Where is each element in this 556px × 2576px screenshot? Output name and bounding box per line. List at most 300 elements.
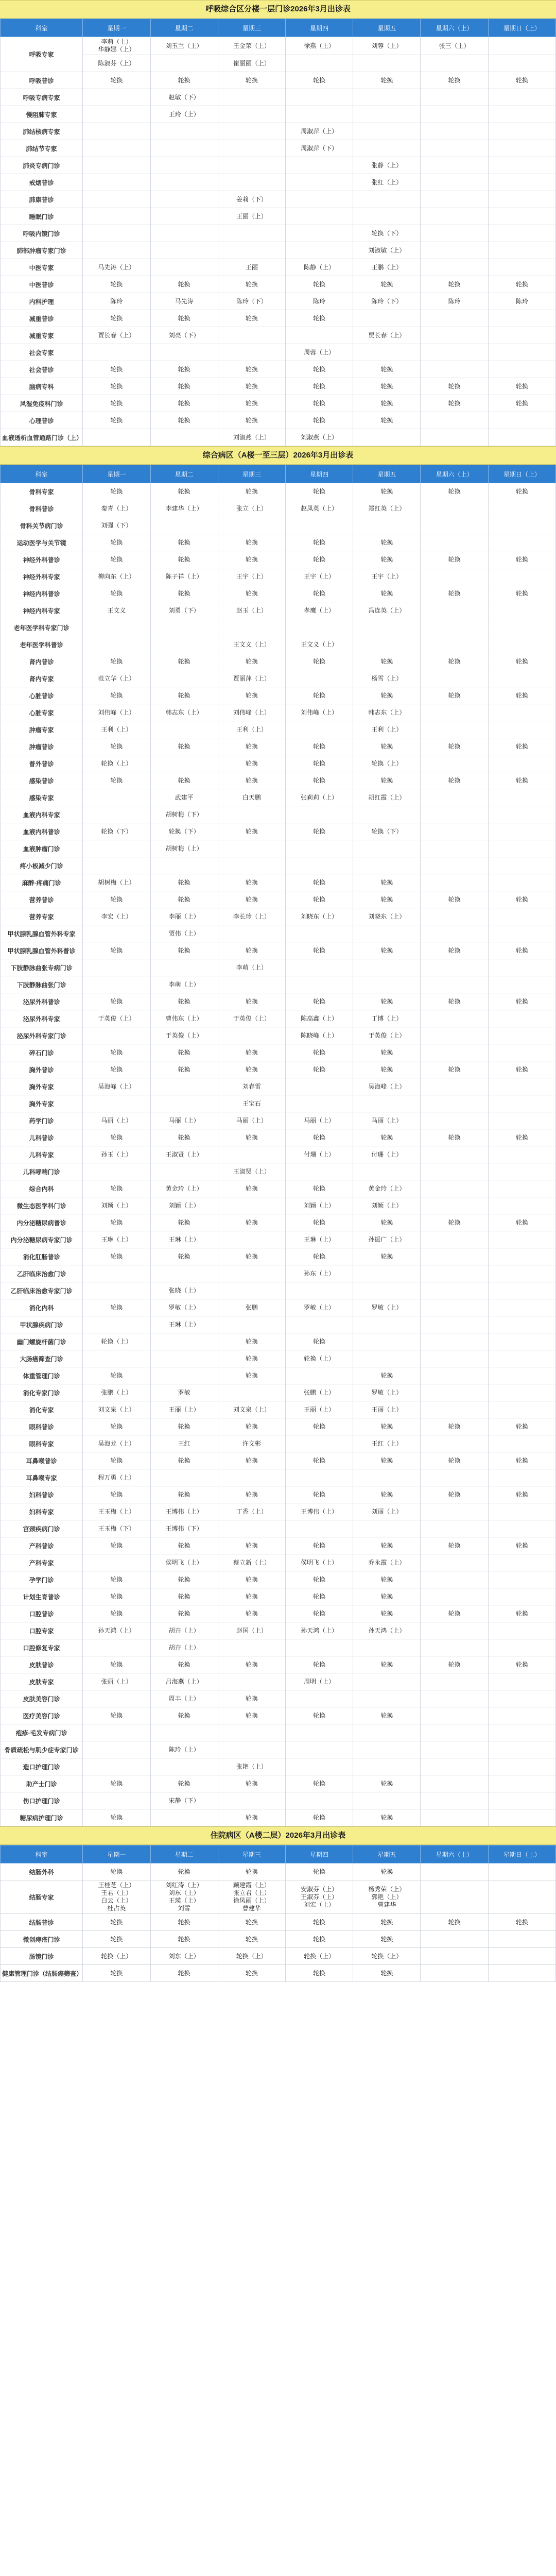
doctor-name: 轮换	[245, 1371, 258, 1379]
doctor-name: 赵凤英（上）	[301, 504, 338, 512]
schedule-cell	[488, 1503, 555, 1520]
schedule-cell	[286, 1333, 353, 1350]
doctor-name: 王瑛（上）	[168, 1897, 200, 1904]
schedule-cell	[83, 1078, 150, 1095]
doctor-name: 轮换	[110, 1456, 123, 1464]
column-header: 星期四	[286, 19, 353, 37]
schedule-cell	[218, 942, 285, 959]
doctor-name: 轮换	[380, 1711, 393, 1719]
table-row	[1, 1146, 556, 1163]
schedule-cell	[150, 1248, 218, 1265]
doctor-name: 王宇（上）	[304, 572, 335, 580]
doctor-name: 轮换	[448, 1660, 461, 1668]
schedule-cell	[83, 1214, 150, 1231]
schedule-cell	[353, 378, 421, 395]
schedule-cell	[286, 1095, 353, 1112]
doctor-name: 宋静（下）	[168, 1797, 200, 1804]
schedule-cell	[286, 1503, 353, 1520]
schedule-cell	[421, 208, 488, 225]
doctor-name: 陈玲	[110, 297, 123, 305]
schedule-cell	[488, 721, 555, 738]
table-row	[1, 1078, 556, 1095]
schedule-cell	[353, 123, 421, 140]
doctor-name: 陈玲（下）	[236, 297, 267, 305]
doctor-name: 轮换	[178, 1456, 190, 1464]
department-cell: 综合内科	[1, 1180, 83, 1197]
schedule-cell	[218, 1333, 285, 1350]
schedule-cell	[421, 1299, 488, 1316]
department-cell: 孕学门诊	[1, 1571, 83, 1588]
schedule-cell	[218, 140, 285, 157]
schedule-cell	[150, 585, 218, 602]
schedule-cell	[488, 687, 555, 704]
schedule-cell	[421, 687, 488, 704]
doctor-name: 轮换	[313, 1337, 326, 1345]
schedule-cell	[83, 395, 150, 412]
schedule-cell	[83, 857, 150, 874]
schedule-cell	[488, 1180, 555, 1197]
schedule-cell	[150, 1741, 218, 1758]
schedule-cell	[286, 1724, 353, 1741]
schedule-cell	[218, 857, 285, 874]
department-cell: 儿科普诊	[1, 1129, 83, 1146]
schedule-cell	[150, 1282, 218, 1299]
schedule-cell	[353, 344, 421, 361]
schedule-cell	[488, 1690, 555, 1707]
doctor-name: 张丽（上）	[101, 1677, 132, 1685]
schedule-cell	[286, 1588, 353, 1605]
schedule-cell	[488, 242, 555, 259]
doctor-name: 轮换	[448, 399, 461, 407]
department-cell: 疱疹·毛发专病门诊	[1, 1724, 83, 1741]
schedule-cell	[83, 72, 150, 89]
schedule-cell	[421, 1503, 488, 1520]
table-row	[1, 721, 556, 738]
schedule-cell	[488, 1129, 555, 1146]
table-row	[1, 925, 556, 942]
table-row	[1, 1965, 556, 1982]
doctor-name: 轮换	[515, 382, 528, 390]
schedule-cell	[353, 1163, 421, 1180]
schedule-cell	[218, 327, 285, 344]
table-row	[1, 993, 556, 1010]
doctor-name: 轮换	[245, 76, 258, 84]
department-cell: 产科普诊	[1, 1537, 83, 1554]
schedule-cell	[218, 1571, 285, 1588]
doctor-name: 轮换	[380, 1969, 393, 1977]
table-row	[1, 72, 556, 89]
department-cell: 糖尿病护理门诊	[1, 1809, 83, 1826]
department-cell: 神经外科专家	[1, 568, 83, 585]
table-row	[1, 1724, 556, 1741]
schedule-cell	[488, 1605, 555, 1622]
schedule-cell	[83, 123, 150, 140]
doctor-name: 刘淑燕（上）	[301, 433, 338, 441]
schedule-cell	[83, 276, 150, 293]
schedule-cell	[488, 1112, 555, 1129]
doctor-name: 王琳（上）	[101, 1235, 132, 1243]
department-cell: 微生态医学科门诊	[1, 1197, 83, 1214]
doctor-name: 王利（上）	[236, 725, 267, 733]
table-row	[1, 1741, 556, 1758]
doctor-name: 吴海峰（上）	[98, 1082, 135, 1090]
doctor-name: 轮换	[313, 1918, 326, 1926]
schedule-cell	[421, 1010, 488, 1027]
table-row	[1, 1282, 556, 1299]
doctor-name: 轮换	[380, 1575, 393, 1583]
schedule-cell	[421, 670, 488, 687]
schedule-cell	[421, 1775, 488, 1792]
doctor-name: 轮换	[245, 487, 258, 495]
schedule-section	[0, 0, 556, 446]
schedule-cell	[286, 174, 353, 191]
table-row	[1, 1537, 556, 1554]
schedule-cell	[353, 1486, 421, 1503]
schedule-cell	[218, 1707, 285, 1724]
schedule-cell	[218, 1010, 285, 1027]
doctor-name: 胡红霞（上）	[368, 793, 406, 801]
schedule-cell	[150, 1673, 218, 1690]
doctor-name: 孝鹰（上）	[304, 606, 335, 614]
doctor-name: 柳向东（上）	[98, 572, 135, 580]
doctor-name: 轮换	[245, 691, 258, 699]
doctor-name: 轮换	[313, 759, 326, 767]
schedule-cell	[488, 568, 555, 585]
doctor-name: 郭艳（上）	[371, 1893, 403, 1901]
schedule-cell	[353, 1965, 421, 1982]
doctor-name: 轮换	[110, 76, 123, 84]
table-row	[1, 908, 556, 925]
table-row	[1, 483, 556, 500]
department-cell: 呼吸普诊	[1, 72, 83, 89]
doctor-name: 轮换	[110, 538, 123, 546]
schedule-cell	[488, 37, 555, 55]
schedule-cell	[218, 687, 285, 704]
schedule-cell	[218, 1129, 285, 1146]
doctor-name: 轮换	[245, 759, 258, 767]
schedule-cell	[421, 361, 488, 378]
doctor-name: 周蓉（上）	[304, 348, 335, 356]
section-title: 呼吸综合区分楼一层门诊2026年3月出诊表	[0, 0, 556, 19]
department-cell: 胸外专家	[1, 1078, 83, 1095]
schedule-cell	[218, 106, 285, 123]
table-row	[1, 1316, 556, 1333]
schedule-cell	[150, 327, 218, 344]
doctor-name: 刘颖（上）	[304, 1201, 335, 1209]
doctor-name: 于英俊（上）	[233, 1014, 270, 1022]
schedule-cell	[286, 1622, 353, 1639]
schedule-cell	[150, 1690, 218, 1707]
schedule-cell	[218, 670, 285, 687]
department-cell: 体重管理门诊	[1, 1367, 83, 1384]
doctor-name: 罗敏（上）	[304, 1303, 335, 1311]
schedule-cell	[218, 823, 285, 840]
doctor-name: 轮换	[515, 589, 528, 597]
doctor-name: 轮换	[110, 946, 123, 954]
schedule-cell	[421, 1112, 488, 1129]
schedule-cell	[353, 1180, 421, 1197]
schedule-cell	[83, 840, 150, 857]
doctor-name: 顾建霞（上）	[233, 1882, 270, 1889]
schedule-cell	[286, 276, 353, 293]
doctor-name: 轮换	[515, 399, 528, 407]
doctor-name: 轮换	[380, 1780, 393, 1787]
doctor-name: 轮换（下）	[371, 827, 403, 835]
schedule-cell	[286, 1350, 353, 1367]
doctor-name: 李萌（上）	[236, 963, 267, 971]
schedule-cell	[353, 993, 421, 1010]
schedule-cell	[83, 293, 150, 310]
schedule-cell	[83, 1095, 150, 1112]
schedule-cell	[488, 1248, 555, 1265]
schedule-cell	[286, 636, 353, 653]
table-row	[1, 517, 556, 534]
doctor-name: 韩志东（上）	[165, 708, 203, 716]
schedule-cell	[83, 1282, 150, 1299]
schedule-cell	[488, 806, 555, 823]
schedule-cell	[83, 1931, 150, 1948]
department-cell: 慢阻肺专家	[1, 106, 83, 123]
schedule-cell	[421, 534, 488, 551]
doctor-name: 王金荣（上）	[233, 42, 270, 49]
schedule-cell	[150, 789, 218, 806]
doctor-name: 轮换	[245, 1065, 258, 1073]
schedule-cell	[421, 1673, 488, 1690]
schedule-cell	[150, 361, 218, 378]
schedule-cell	[286, 1044, 353, 1061]
schedule-cell	[150, 500, 218, 517]
doctor-name: 张立君（上）	[233, 1889, 270, 1896]
schedule-cell	[218, 242, 285, 259]
schedule-cell	[488, 1163, 555, 1180]
doctor-name: 轮换	[178, 1592, 190, 1600]
doctor-name: 轮换	[448, 1456, 461, 1464]
schedule-cell	[83, 1639, 150, 1656]
schedule-cell	[421, 276, 488, 293]
doctor-name: 于英俊（上）	[165, 1031, 203, 1039]
schedule-cell	[286, 976, 353, 993]
schedule-cell	[83, 806, 150, 823]
doctor-name: 王利（上）	[101, 725, 132, 733]
schedule-cell	[286, 1914, 353, 1931]
schedule-cell	[83, 568, 150, 585]
schedule-cell	[488, 1316, 555, 1333]
doctor-name: 轮换	[380, 1814, 393, 1821]
column-header: 星期二	[150, 465, 218, 483]
doctor-name: 张莉莉（上）	[301, 793, 338, 801]
department-cell: 神经外科普诊	[1, 551, 83, 568]
schedule-cell	[353, 429, 421, 446]
schedule-cell	[421, 1554, 488, 1571]
schedule-cell	[83, 874, 150, 891]
schedule-cell	[286, 395, 353, 412]
schedule-cell	[353, 619, 421, 636]
table-row	[1, 1503, 556, 1520]
department-cell: 呼吸专病专家	[1, 89, 83, 106]
column-header: 星期六（上）	[421, 19, 488, 37]
doctor-name: 陈玲	[313, 297, 326, 305]
schedule-cell	[286, 344, 353, 361]
doctor-name: 轮换	[110, 1935, 123, 1943]
doctor-name: 王红（上）	[371, 1439, 403, 1447]
schedule-cell	[488, 1384, 555, 1401]
schedule-cell	[150, 738, 218, 755]
schedule-cell	[218, 619, 285, 636]
table-row	[1, 942, 556, 959]
schedule-cell	[488, 1656, 555, 1673]
schedule-cell	[218, 585, 285, 602]
schedule-cell	[286, 89, 353, 106]
table-row	[1, 157, 556, 174]
schedule-cell	[488, 483, 555, 500]
doctor-name: 轮换	[110, 742, 123, 750]
schedule-cell	[150, 1350, 218, 1367]
schedule-cell	[488, 1948, 555, 1965]
schedule-cell	[218, 1095, 285, 1112]
doctor-name: 轮换	[110, 1575, 123, 1583]
schedule-cell	[286, 1554, 353, 1571]
table-row	[1, 276, 556, 293]
doctor-name: 王丽	[245, 263, 258, 271]
doctor-name: 曹建华	[377, 1901, 396, 1908]
doctor-name: 王宇（上）	[371, 572, 403, 580]
schedule-cell	[421, 1690, 488, 1707]
doctor-name: 轮换（上）	[101, 1337, 132, 1345]
doctor-name: 轮换	[380, 1868, 393, 1875]
table-row	[1, 1707, 556, 1724]
column-header: 星期日（上）	[488, 19, 555, 37]
schedule-cell	[218, 1078, 285, 1095]
schedule-cell	[421, 259, 488, 276]
doctor-name: 马先涛（上）	[98, 263, 135, 271]
schedule-cell	[353, 1741, 421, 1758]
schedule-cell	[218, 959, 285, 976]
doctor-name: 轮换	[448, 1918, 461, 1926]
schedule-cell	[353, 721, 421, 738]
doctor-name: 轮换	[245, 895, 258, 903]
schedule-cell	[218, 1214, 285, 1231]
schedule-cell	[421, 191, 488, 208]
schedule-cell	[421, 483, 488, 500]
doctor-name: 侯明飞（上）	[165, 1558, 203, 1566]
doctor-name: 周淑萍（上）	[301, 127, 338, 135]
doctor-name: 轮换	[313, 589, 326, 597]
table-row	[1, 1948, 556, 1965]
doctor-name: 于英俊（上）	[368, 1031, 406, 1039]
schedule-cell	[421, 1639, 488, 1656]
doctor-name: 刘颖（上）	[168, 1201, 200, 1209]
schedule-cell	[421, 1197, 488, 1214]
doctor-name: 罗敏（上）	[371, 1388, 403, 1396]
doctor-name: 轮换	[380, 1218, 393, 1226]
table-row	[1, 976, 556, 993]
schedule-cell	[286, 1809, 353, 1826]
schedule-cell	[150, 755, 218, 772]
table-row	[1, 259, 556, 276]
department-cell: 妇科普诊	[1, 1486, 83, 1503]
doctor-name: 周明（上）	[304, 1677, 335, 1685]
schedule-cell	[421, 1758, 488, 1775]
schedule-cell	[353, 1333, 421, 1350]
doctor-name: 轮换	[313, 1780, 326, 1787]
schedule-cell	[353, 874, 421, 891]
doctor-name: 丁香（上）	[236, 1507, 267, 1515]
schedule-cell	[83, 1537, 150, 1554]
department-cell: 骨质疏松与肌少症专家门诊	[1, 1741, 83, 1758]
schedule-cell	[353, 174, 421, 191]
doctor-name: 轮换	[245, 827, 258, 835]
department-cell: 甲状腺乳腺血管外科专家	[1, 925, 83, 942]
schedule-cell	[218, 412, 285, 429]
schedule-cell	[83, 174, 150, 191]
doctor-name: 马丽（上）	[101, 1116, 132, 1124]
doctor-name: 刘文泉（上）	[233, 1405, 270, 1413]
schedule-cell	[353, 55, 421, 72]
schedule-cell	[353, 1316, 421, 1333]
department-cell: 神经内科专家	[1, 602, 83, 619]
schedule-cell	[150, 1010, 218, 1027]
doctor-name: 轮换	[380, 946, 393, 954]
doctor-name: 轮换	[515, 555, 528, 563]
doctor-name: 轮换	[245, 1048, 258, 1056]
schedule-cell	[150, 208, 218, 225]
schedule-cell	[421, 1180, 488, 1197]
doctor-name: 陈玲	[515, 297, 528, 305]
table-row	[1, 1914, 556, 1931]
schedule-cell	[83, 670, 150, 687]
doctor-name: 张鹏	[245, 1303, 258, 1311]
schedule-cell	[488, 395, 555, 412]
department-cell: 睡眠门诊	[1, 208, 83, 225]
department-cell: 肺结节专家	[1, 140, 83, 157]
schedule-cell	[286, 772, 353, 789]
schedule-cell	[286, 602, 353, 619]
schedule-cell	[150, 1129, 218, 1146]
schedule-cell	[353, 208, 421, 225]
doctor-name: 轮换	[380, 657, 393, 665]
doctor-name: 陈静（上）	[304, 263, 335, 271]
table-row	[1, 568, 556, 585]
schedule-cell	[150, 1520, 218, 1537]
doctor-name: 王宝石	[242, 1099, 261, 1107]
doctor-name: 轮换	[313, 1048, 326, 1056]
schedule-cell	[353, 1707, 421, 1724]
schedule-cell	[150, 1639, 218, 1656]
schedule-cell	[150, 925, 218, 942]
schedule-cell	[353, 1622, 421, 1639]
schedule-cell	[218, 1758, 285, 1775]
table-row	[1, 344, 556, 361]
schedule-cell	[353, 1690, 421, 1707]
schedule-cell	[488, 1299, 555, 1316]
schedule-cell	[150, 857, 218, 874]
schedule-cell	[488, 517, 555, 534]
doctor-name: 轮换	[245, 878, 258, 886]
schedule-cell	[218, 1044, 285, 1061]
doctor-name: 轮换	[110, 314, 123, 322]
schedule-cell	[150, 37, 218, 55]
doctor-name: 轮换	[313, 382, 326, 390]
schedule-cell	[150, 1418, 218, 1435]
doctor-name: 轮换	[313, 895, 326, 903]
doctor-name: 轮换	[245, 1354, 258, 1362]
doctor-name: 轮换	[245, 1868, 258, 1875]
doctor-name: 刘伟峰（上）	[301, 708, 338, 716]
doctor-name: 轮换	[313, 691, 326, 699]
schedule-cell	[150, 1180, 218, 1197]
schedule-cell	[286, 704, 353, 721]
schedule-cell	[286, 483, 353, 500]
